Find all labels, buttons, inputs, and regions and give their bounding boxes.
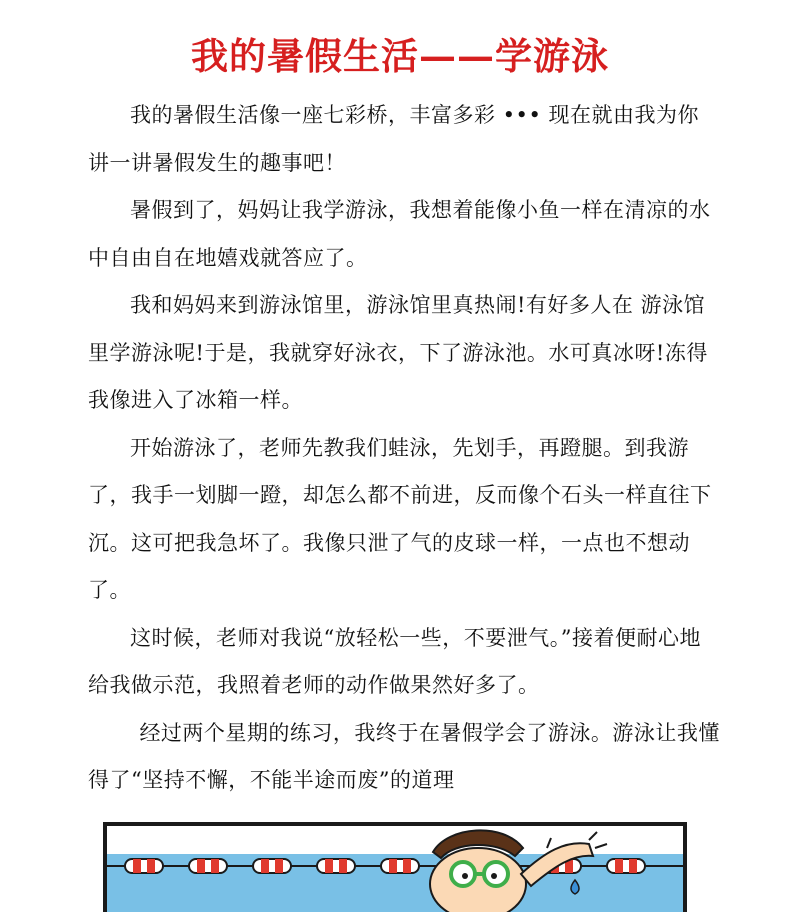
essay-body <box>88 92 720 805</box>
paragraph-2: 暑假到了，妈妈让我学游泳，我想着能像小鱼一样在清凉的水中自由自在地嬉戏就答应了。 <box>88 198 711 270</box>
swimming-child-illustration <box>103 822 687 912</box>
float-7 <box>607 859 645 873</box>
face-icon <box>430 848 526 912</box>
float-1 <box>125 859 163 873</box>
paragraph-3: 我和妈妈来到游泳馆里，游泳馆里真热闹!有好多人在 游泳馆里学游泳呢!于是，我就穿好泳衣，下了游泳池。水可真冰呀!冻得我像进入了冰箱一样。 <box>88 293 708 412</box>
sky-band <box>107 826 683 854</box>
paragraph-1: 我的暑假生活像一座七彩桥，丰富多彩 ••• 现在就由我为你讲一讲暑假发生的趣事吧！ <box>88 103 700 175</box>
paragraph-6: 经过两个星期的练习，我终于在暑假学会了游泳。游泳让我懂得了“坚持不懈，不能半途而废”的道理 <box>88 720 720 792</box>
paragraph-5: 这时候，老师对我说“放轻松一些，不要泄气。”接着便耐心地给我做示范，我照着老师的动作做果然好多了。 <box>88 625 701 697</box>
illustration-svg <box>103 822 687 912</box>
float-4 <box>317 859 355 873</box>
page-title: 我的暑假生活——学游泳 <box>191 34 609 78</box>
paragraph-4: 开始游泳了，老师先教我们蛙泳，先划手，再蹬腿。到我游了，我手一划脚一蹬，却怎么都不前进，反而像个石头一样直往下沉。这可把我急坏了。我像只泄了气的皮球一样，一点也不想动了。 <box>88 435 712 602</box>
float-5 <box>381 859 419 873</box>
float-3 <box>253 859 291 873</box>
float-2 <box>189 859 227 873</box>
